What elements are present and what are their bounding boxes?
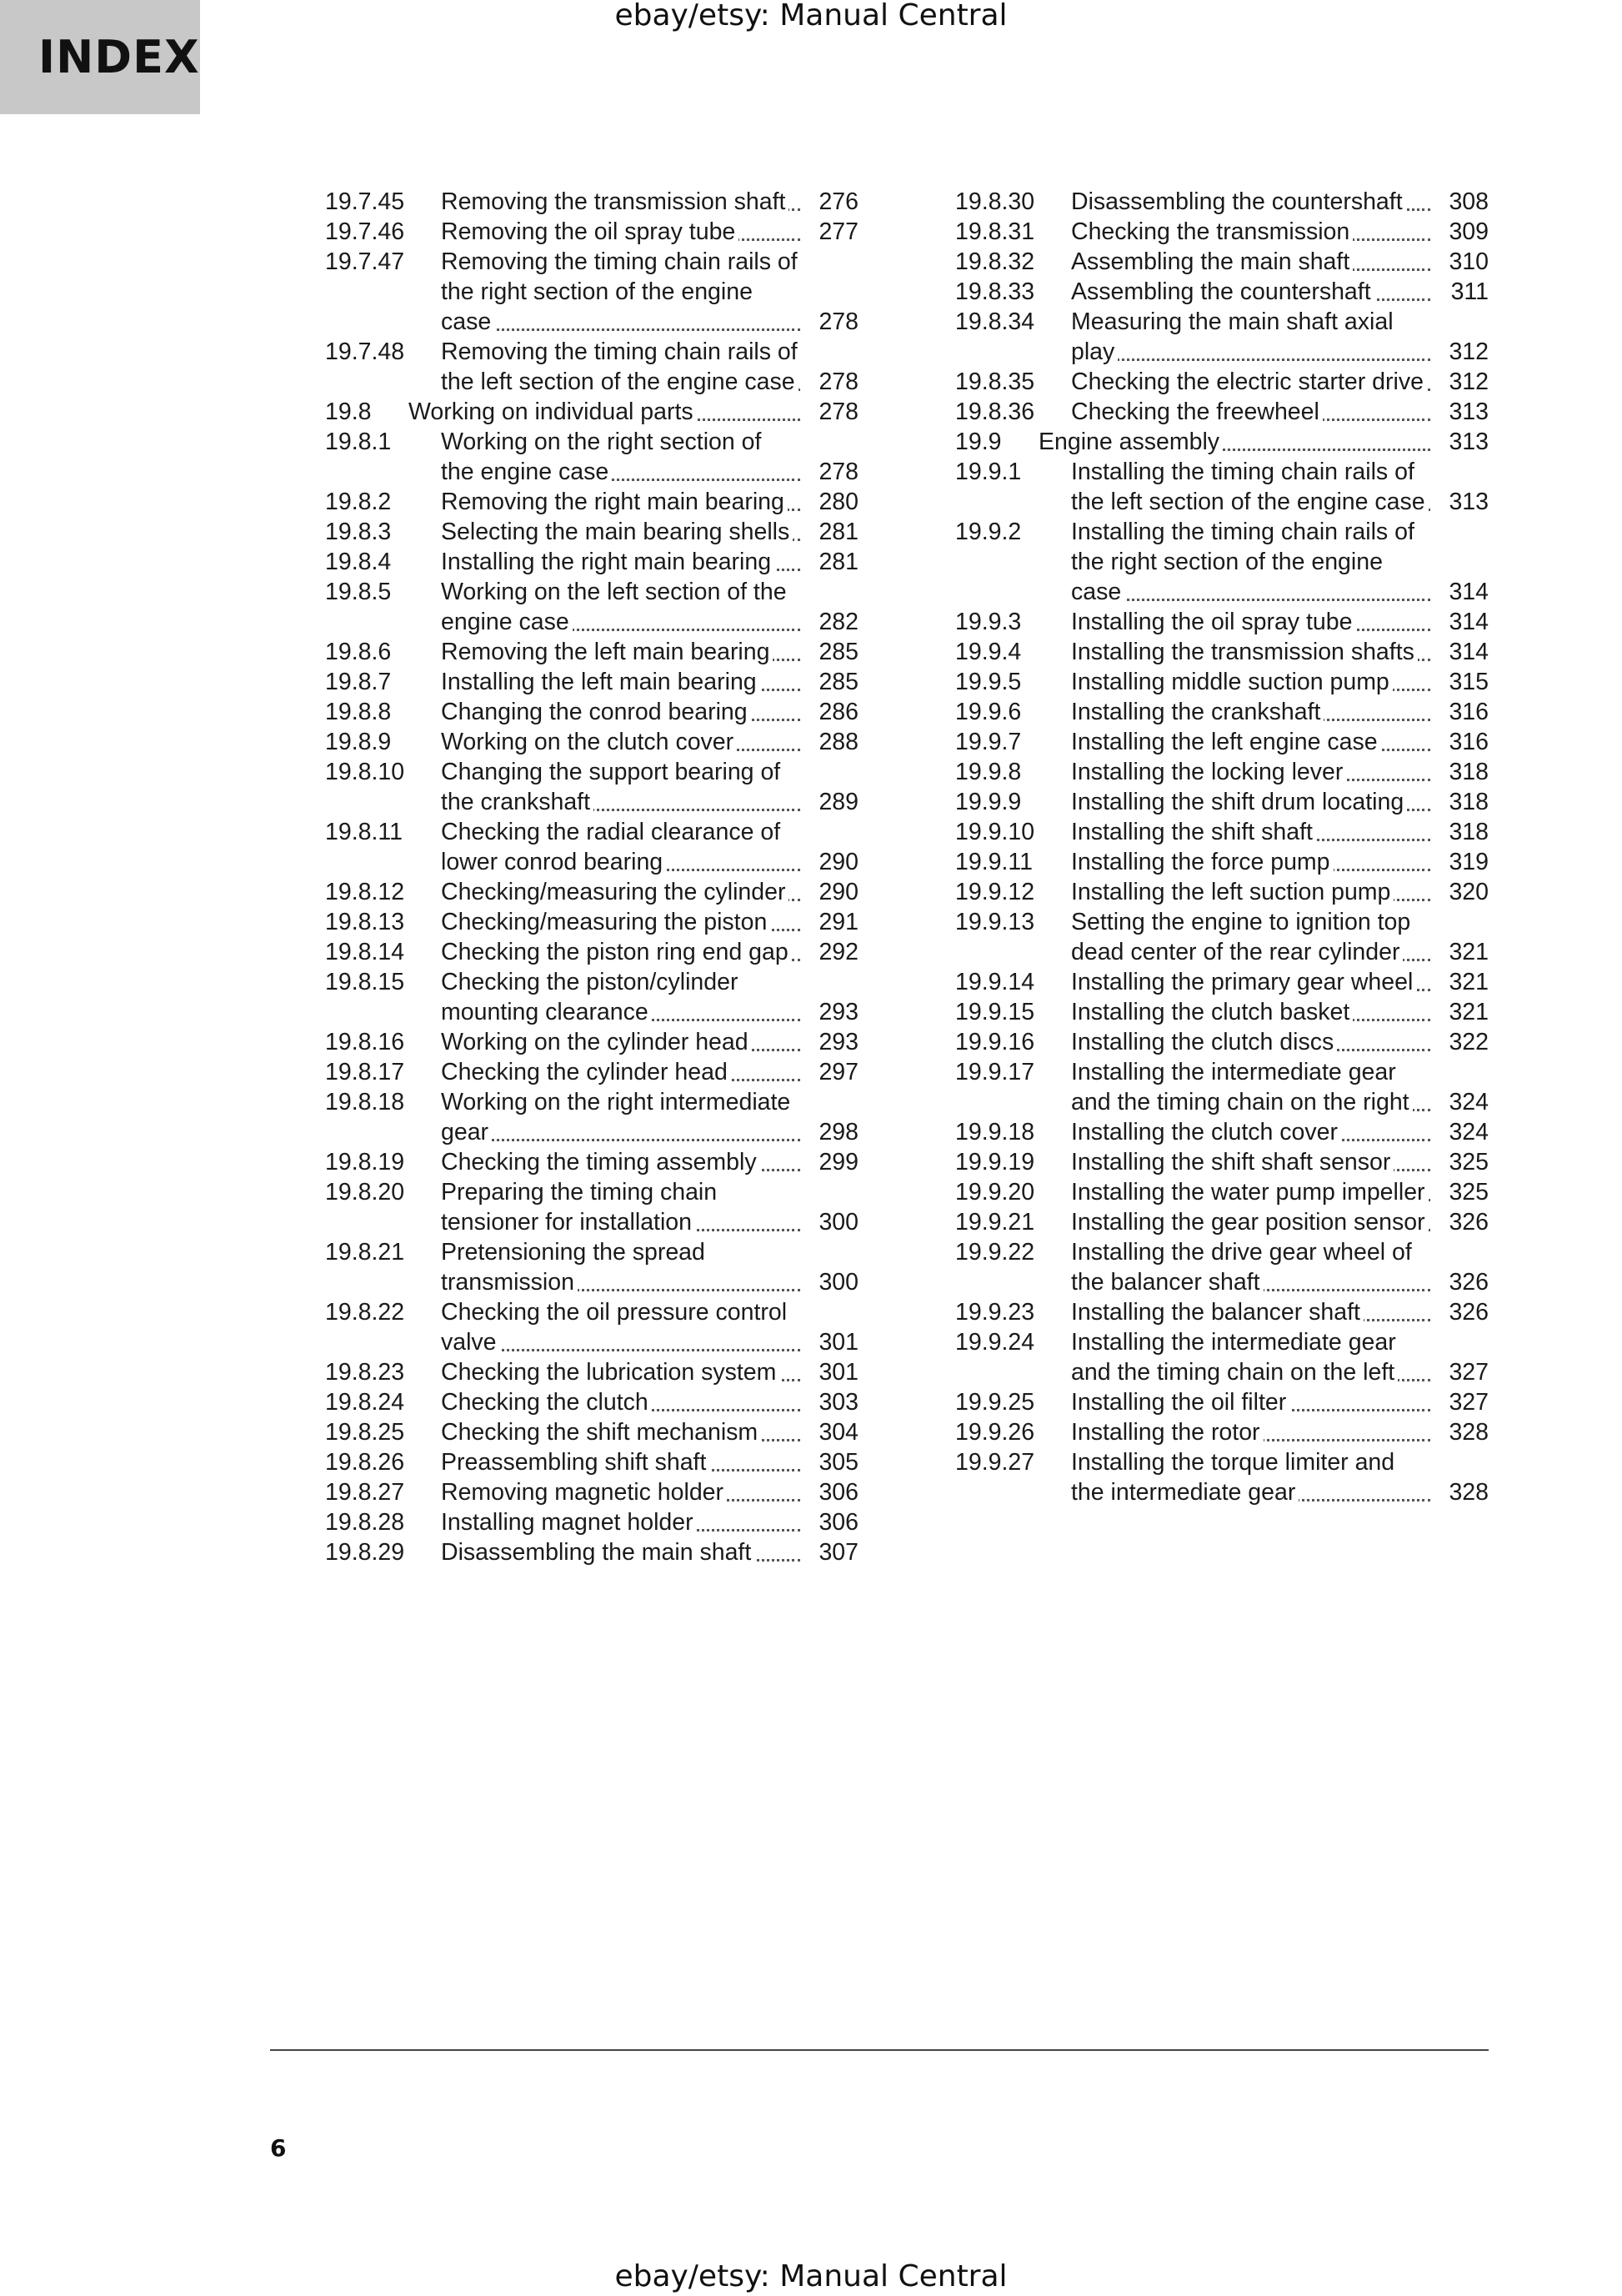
- toc-entry[interactable]: [325, 1447, 859, 1477]
- toc-entry[interactable]: [955, 217, 1489, 247]
- toc-entry-page: 327: [1442, 1357, 1489, 1387]
- toc-entry-page: 306: [812, 1507, 859, 1537]
- toc-entry[interactable]: [325, 217, 859, 247]
- toc-entry[interactable]: [325, 937, 859, 967]
- toc-entry[interactable]: [955, 367, 1489, 397]
- toc-entry-number: 19.8.11: [325, 819, 403, 845]
- toc-entry-number: 19.8.6: [325, 639, 392, 665]
- toc-entry-page: 278: [812, 397, 859, 427]
- toc-entry-page: 326: [1442, 1207, 1489, 1237]
- toc-entry[interactable]: [325, 247, 859, 337]
- toc-entry-number: 19.9.19: [955, 1149, 1035, 1176]
- toc-entry-page: 315: [1442, 667, 1489, 697]
- toc-entry-title: Installing the timing chain rails of the left section of the engine case: [1071, 459, 1429, 515]
- toc-entry-number: 19.8.24: [325, 1389, 405, 1416]
- toc-entry[interactable]: [955, 1147, 1489, 1177]
- toc-entry-title: Working on individual parts: [408, 399, 697, 425]
- toc-entry-page: 303: [812, 1387, 859, 1417]
- toc-entry-title: Checking the piston ring end gap: [441, 939, 792, 965]
- toc-entry-title: Checking the cylinder head: [441, 1059, 731, 1085]
- footer-divider: [270, 2049, 1489, 2051]
- toc-entry-title: Installing the shift shaft: [1071, 819, 1316, 845]
- toc-entry-page: 312: [1442, 367, 1489, 397]
- toc-entry-number: 19.9.13: [955, 909, 1035, 935]
- toc-entry-number: 19.8.18: [325, 1089, 405, 1115]
- toc-entry-title: Checking the freewheel: [1071, 399, 1323, 425]
- toc-entry[interactable]: [325, 757, 859, 817]
- toc-entry-page: 276: [812, 187, 859, 217]
- toc-entry-page: 292: [812, 937, 859, 967]
- toc-entry[interactable]: [955, 307, 1489, 367]
- toc-entry-number: 19.8.16: [325, 1029, 405, 1055]
- toc-entry-page: 298: [812, 1117, 859, 1147]
- toc-entry-number: 19.8.8: [325, 699, 392, 725]
- toc-entry-number: 19.8.15: [325, 969, 405, 995]
- toc-entry[interactable]: [325, 1177, 859, 1237]
- toc-entry-title: Installing the intermediate gear and the timing chain on the right: [1071, 1059, 1413, 1115]
- toc-entry[interactable]: [955, 637, 1489, 667]
- toc-entry[interactable]: [325, 1057, 859, 1087]
- toc-entry[interactable]: [955, 1177, 1489, 1207]
- toc-column-left: [325, 187, 859, 1567]
- footer-watermark: ebay/etsy: Manual Central: [614, 2259, 1008, 2293]
- toc-entry[interactable]: [955, 397, 1489, 427]
- toc-entry[interactable]: [955, 697, 1489, 727]
- toc-entry-title: Removing magnetic holder: [441, 1479, 727, 1506]
- toc-entry-title: Installing the rotor: [1071, 1419, 1264, 1446]
- toc-entry-title: Installing the clutch discs: [1071, 1029, 1337, 1055]
- toc-entry-title: Installing the locking lever: [1071, 759, 1346, 785]
- toc-entry-number: 19.9.17: [955, 1059, 1035, 1085]
- toc-entry-number: 19.9.11: [955, 849, 1033, 875]
- toc-entry[interactable]: [325, 1537, 859, 1567]
- toc-entry-title: Installing the shift drum locating: [1071, 789, 1407, 815]
- toc-entry-page: 297: [812, 1057, 859, 1087]
- toc-entry-title: Checking/measuring the cylinder: [441, 879, 788, 905]
- toc-entry-number: 19.8.22: [325, 1299, 405, 1326]
- toc-entry-number: 19.8.20: [325, 1179, 405, 1206]
- toc-entry[interactable]: [325, 397, 859, 427]
- toc-entry-title: Installing the oil spray tube: [1071, 609, 1355, 635]
- toc-entry-title: Installing the shift shaft sensor: [1071, 1149, 1394, 1176]
- page-number: 6: [270, 2134, 287, 2162]
- toc-entry[interactable]: [325, 427, 859, 487]
- toc-entry-title: Engine assembly: [1039, 429, 1223, 455]
- toc-entry-page: 324: [1442, 1087, 1489, 1117]
- index-section-tab: INDEX: [0, 0, 200, 114]
- toc-entry[interactable]: [955, 727, 1489, 757]
- toc-entry-number: 19.8.3: [325, 519, 392, 545]
- toc-entry-page: 280: [812, 487, 859, 517]
- toc-entry-page: 293: [812, 997, 859, 1027]
- toc-entry-title: Measuring the main shaft axial play: [1071, 308, 1394, 365]
- toc-entry[interactable]: [955, 247, 1489, 277]
- toc-entry-page: 313: [1442, 427, 1489, 457]
- toc-entry-title: Installing the clutch basket: [1071, 999, 1353, 1025]
- toc-entry-page: 278: [812, 367, 859, 397]
- toc-entry-title: Checking the piston/cylinder mounting clearance: [441, 969, 738, 1025]
- toc-entry-page: 318: [1442, 757, 1489, 787]
- toc-entry-title: Selecting the main bearing shells: [441, 519, 793, 545]
- toc-entry[interactable]: [325, 487, 859, 517]
- toc-entry-page: 328: [1442, 1417, 1489, 1447]
- toc-entry-title: Removing the timing chain rails of the right section of the engine case: [441, 248, 798, 335]
- toc-entry-number: 19.9.4: [955, 639, 1022, 665]
- toc-entry-title: Removing the left main bearing: [441, 639, 773, 665]
- toc-entry-title: Removing the timing chain rails of the left section of the engine case: [441, 338, 798, 395]
- toc-entry-page: 282: [812, 607, 859, 637]
- toc-entry-number: 19.7.46: [325, 218, 405, 245]
- toc-entry-page: 290: [812, 877, 859, 907]
- toc-entry-page: 290: [812, 847, 859, 877]
- toc-entry-number: 19.8.2: [325, 489, 392, 515]
- toc-entry[interactable]: [955, 427, 1489, 457]
- toc-entry-title: Checking the oil pressure control valve: [441, 1299, 788, 1356]
- toc-entry-number: 19.8.28: [325, 1509, 405, 1536]
- toc-entry-number: 19.7.47: [325, 248, 405, 275]
- toc-entry-page: 319: [1442, 847, 1489, 877]
- toc-entry-number: 19.8.36: [955, 399, 1035, 425]
- toc-entry[interactable]: [955, 907, 1489, 967]
- toc-entry-page: 306: [812, 1477, 859, 1507]
- toc-entry[interactable]: [955, 877, 1489, 907]
- toc-entry-number: 19.8.13: [325, 909, 405, 935]
- toc-entry-title: Checking the clutch: [441, 1389, 652, 1416]
- toc-entry-number: 19.9.25: [955, 1389, 1035, 1416]
- toc-entry-number: 19.8.34: [955, 308, 1035, 335]
- toc-entry-number: 19.8.29: [325, 1539, 405, 1566]
- toc-entry-title: Installing the clutch cover: [1071, 1119, 1341, 1145]
- toc-entry[interactable]: [325, 817, 859, 877]
- toc-entry[interactable]: [955, 1327, 1489, 1387]
- toc-entry[interactable]: [955, 1447, 1489, 1507]
- toc-entry-title: Removing the oil spray tube: [441, 218, 738, 245]
- toc-entry[interactable]: [325, 697, 859, 727]
- toc-entry[interactable]: [325, 547, 859, 577]
- toc-entry-title: Installing the left engine case: [1071, 729, 1381, 755]
- toc-entry-number: 19.9.24: [955, 1329, 1035, 1356]
- toc-entry[interactable]: [325, 1387, 859, 1417]
- toc-entry-title: Installing the gear position sensor: [1071, 1209, 1429, 1236]
- toc-entry-title: Working on the right intermediate gear: [441, 1089, 791, 1145]
- toc-entry-title: Installing the torque limiter and the intermediate gear: [1071, 1449, 1395, 1506]
- toc-entry-page: 308: [1442, 187, 1489, 217]
- toc-entry[interactable]: [325, 1027, 859, 1057]
- toc-entry-title: Removing the right main bearing: [441, 489, 788, 515]
- toc-entry-page: 277: [812, 217, 859, 247]
- toc-entry-title: Installing the crankshaft: [1071, 699, 1324, 725]
- toc-entry[interactable]: [325, 1357, 859, 1387]
- toc-entry-title: Working on the right section of the engine case: [441, 429, 762, 485]
- toc-entry[interactable]: [955, 1297, 1489, 1327]
- toc-entry-number: 19.8.10: [325, 759, 405, 785]
- toc-entry[interactable]: [325, 187, 859, 217]
- toc-entry-page: 310: [1442, 247, 1489, 277]
- header-watermark: ebay/etsy: Manual Central: [614, 0, 1008, 33]
- toc-entry-page: 321: [1442, 967, 1489, 997]
- toc-entry[interactable]: [325, 1147, 859, 1177]
- toc-entry-title: Installing the intermediate gear and the timing chain on the left: [1071, 1329, 1398, 1386]
- toc-entry-page: 318: [1442, 817, 1489, 847]
- toc-entry-number: 19.8: [325, 399, 372, 425]
- toc-entry-title: Working on the left section of the engine case: [441, 579, 787, 635]
- toc-entry-page: 325: [1442, 1147, 1489, 1177]
- toc-entry[interactable]: [955, 1417, 1489, 1447]
- toc-entry-number: 19.8.9: [325, 729, 392, 755]
- toc-entry-title: Checking the electric starter drive: [1071, 368, 1427, 395]
- toc-entry[interactable]: [325, 1237, 859, 1297]
- toc-column-right: [955, 187, 1489, 1507]
- toc-entry-number: 19.8.33: [955, 278, 1035, 305]
- toc-entry-page: 307: [812, 1537, 859, 1567]
- toc-entry-page: 313: [1442, 487, 1489, 517]
- toc-entry-page: 326: [1442, 1267, 1489, 1297]
- toc-entry-page: 286: [812, 697, 859, 727]
- toc-entry-page: 300: [812, 1267, 859, 1297]
- toc-entry-page: 322: [1442, 1027, 1489, 1057]
- toc-entry-number: 19.9.10: [955, 819, 1035, 845]
- toc-entry-number: 19.9.9: [955, 789, 1022, 815]
- toc-entry[interactable]: [955, 967, 1489, 997]
- toc-entry-page: 301: [812, 1327, 859, 1357]
- toc-entry-page: 285: [812, 667, 859, 697]
- toc-entry-number: 19.9.18: [955, 1119, 1035, 1145]
- toc-entry-page: 305: [812, 1447, 859, 1477]
- toc-entry[interactable]: [325, 577, 859, 637]
- toc-entry-number: 19.8.14: [325, 939, 405, 965]
- toc-entry-number: 19.9.12: [955, 879, 1035, 905]
- toc-entry[interactable]: [325, 1507, 859, 1537]
- toc-entry-page: 289: [812, 787, 859, 817]
- toc-entry[interactable]: [955, 817, 1489, 847]
- toc-entry-number: 19.9.22: [955, 1239, 1035, 1266]
- toc-entry-title: Installing the drive gear wheel of the balancer shaft: [1071, 1239, 1412, 1296]
- toc-entry-page: 299: [812, 1147, 859, 1177]
- toc-entry[interactable]: [325, 1087, 859, 1147]
- toc-entry-number: 19.9.6: [955, 699, 1022, 725]
- toc-entry[interactable]: [955, 517, 1489, 607]
- toc-entry-number: 19.9.26: [955, 1419, 1035, 1446]
- toc-entry-title: Installing the force pump: [1071, 849, 1334, 875]
- toc-entry-page: 316: [1442, 697, 1489, 727]
- toc-entry-title: Preparing the timing chain tensioner for installation: [441, 1179, 718, 1236]
- toc-entry-number: 19.8.5: [325, 579, 392, 605]
- toc-entry[interactable]: [325, 1417, 859, 1447]
- toc-entry-title: Checking the shift mechanism: [441, 1419, 761, 1446]
- toc-entry-title: Installing the balancer shaft: [1071, 1299, 1364, 1326]
- toc-entry-number: 19.9.21: [955, 1209, 1035, 1236]
- toc-entry[interactable]: [955, 997, 1489, 1027]
- toc-entry-number: 19.7.48: [325, 338, 405, 365]
- toc-entry-title: Installing magnet holder: [441, 1509, 697, 1536]
- toc-entry-number: 19.7.45: [325, 188, 405, 215]
- toc-entry[interactable]: [955, 667, 1489, 697]
- toc-entry-title: Installing the right main bearing: [441, 549, 774, 575]
- toc-entry-number: 19.9.23: [955, 1299, 1035, 1326]
- toc-entry-number: 19.9.2: [955, 519, 1022, 545]
- toc-entry-page: 278: [812, 457, 859, 487]
- toc-entry-page: 324: [1442, 1117, 1489, 1147]
- toc-entry[interactable]: [325, 907, 859, 937]
- toc-entry-page: 325: [1442, 1177, 1489, 1207]
- toc-entry-page: 327: [1442, 1387, 1489, 1417]
- toc-entry-number: 19.8.12: [325, 879, 405, 905]
- toc-entry-number: 19.8.7: [325, 669, 392, 695]
- toc-entry[interactable]: [955, 1387, 1489, 1417]
- toc-entry[interactable]: [325, 967, 859, 1027]
- toc-entry-page: 321: [1442, 997, 1489, 1027]
- toc-entry[interactable]: [955, 607, 1489, 637]
- toc-entry-number: 19.8.21: [325, 1239, 405, 1266]
- toc-entry-number: 19.8.4: [325, 549, 392, 575]
- toc-entry-number: 19.9.3: [955, 609, 1022, 635]
- toc-entry[interactable]: [325, 517, 859, 547]
- toc-entry-title: Checking the timing assembly: [441, 1149, 760, 1176]
- toc-entry-page: 314: [1442, 637, 1489, 667]
- toc-entry[interactable]: [955, 1027, 1489, 1057]
- toc-entry-page: 301: [812, 1357, 859, 1387]
- toc-entry-number: 19.9.27: [955, 1449, 1035, 1476]
- toc-entry-page: 288: [812, 727, 859, 757]
- toc-entry-page: 328: [1442, 1477, 1489, 1507]
- toc-entry-page: 285: [812, 637, 859, 667]
- toc-entry-title: Installing the oil filter: [1071, 1389, 1289, 1416]
- toc-entry-page: 326: [1442, 1297, 1489, 1327]
- toc-entry[interactable]: [325, 1477, 859, 1507]
- toc-entry-title: Installing middle suction pump: [1071, 669, 1393, 695]
- toc-entry[interactable]: [955, 187, 1489, 217]
- toc-entry-title: Working on the cylinder head: [441, 1029, 752, 1055]
- toc-entry[interactable]: [955, 277, 1489, 307]
- toc-entry-number: 19.9.7: [955, 729, 1022, 755]
- toc-entry[interactable]: [955, 787, 1489, 817]
- toc-entry[interactable]: [325, 637, 859, 667]
- toc-entry-number: 19.8.25: [325, 1419, 405, 1446]
- toc-entry-title: Checking the radial clearance of lower conrod bearing: [441, 819, 781, 875]
- toc-entry-number: 19.9.1: [955, 459, 1022, 485]
- toc-entry-number: 19.9.20: [955, 1179, 1035, 1206]
- toc-entry-number: 19.8.31: [955, 218, 1035, 245]
- toc-entry[interactable]: [325, 337, 859, 397]
- toc-entry-number: 19.9.15: [955, 999, 1035, 1025]
- toc-entry-number: 19.8.27: [325, 1479, 405, 1506]
- toc-entry[interactable]: [955, 847, 1489, 877]
- toc-entry-title: Pretensioning the spread transmission: [441, 1239, 705, 1296]
- toc-entry-page: 311: [1442, 277, 1489, 307]
- toc-entry[interactable]: [325, 727, 859, 757]
- toc-entry-title: Assembling the countershaft: [1071, 278, 1374, 305]
- toc-entry-title: Changing the conrod bearing: [441, 699, 751, 725]
- toc-entry-title: Checking/measuring the piston: [441, 909, 770, 935]
- toc-entry[interactable]: [955, 457, 1489, 517]
- toc-entry-title: Installing the timing chain rails of the right section of the engine case: [1071, 519, 1414, 605]
- toc-entry-page: 313: [1442, 397, 1489, 427]
- toc-entry-page: 291: [812, 907, 859, 937]
- toc-entry-number: 19.8.32: [955, 248, 1035, 275]
- toc-entry-title: Setting the engine to ignition top dead center of the rear cylinder: [1071, 909, 1411, 965]
- toc-entry-title: Preassembling shift shaft: [441, 1449, 709, 1476]
- toc-entry-page: 320: [1442, 877, 1489, 907]
- toc-entry-title: Checking the lubrication system: [441, 1359, 779, 1386]
- toc-entry[interactable]: [955, 1057, 1489, 1117]
- toc-entry-page: 281: [812, 547, 859, 577]
- toc-entry-title: Working on the clutch cover: [441, 729, 737, 755]
- toc-entry[interactable]: [325, 667, 859, 697]
- toc-entry-number: 19.9.14: [955, 969, 1035, 995]
- toc-entry-page: 309: [1442, 217, 1489, 247]
- toc-entry-title: Installing the transmission shafts: [1071, 639, 1418, 665]
- toc-entry-number: 19.8.23: [325, 1359, 405, 1386]
- toc-entry[interactable]: [325, 1297, 859, 1357]
- toc-entry-title: Disassembling the countershaft: [1071, 188, 1406, 215]
- toc-entry[interactable]: [325, 877, 859, 907]
- toc-entry-page: 278: [812, 307, 859, 337]
- toc-entry-page: 314: [1442, 577, 1489, 607]
- toc-entry-title: Installing the left suction pump: [1071, 879, 1394, 905]
- toc-entry-title: Removing the transmission shaft: [441, 188, 788, 215]
- toc-entry-page: 321: [1442, 937, 1489, 967]
- toc-entry-page: 312: [1442, 337, 1489, 367]
- toc-entry-title: Assembling the main shaft: [1071, 248, 1353, 275]
- toc-entry-title: Disassembling the main shaft: [441, 1539, 754, 1566]
- toc-entry-title: Installing the left main bearing: [441, 669, 760, 695]
- toc-entry-title: Installing the water pump impeller: [1071, 1179, 1429, 1206]
- toc-entry-page: 300: [812, 1207, 859, 1237]
- toc-entry-page: 293: [812, 1027, 859, 1057]
- toc-entry-number: 19.8.19: [325, 1149, 405, 1176]
- toc-entry-title: Installing the primary gear wheel: [1071, 969, 1416, 995]
- toc-entry-page: 281: [812, 517, 859, 547]
- toc-entry[interactable]: [955, 1237, 1489, 1297]
- toc-entry-number: 19.8.30: [955, 188, 1035, 215]
- toc-entry-title: Checking the transmission: [1071, 218, 1353, 245]
- toc-entry-number: 19.9: [955, 429, 1002, 455]
- toc-entry-title: Changing the support bearing of the crankshaft: [441, 759, 781, 815]
- toc-entry-number: 19.8.1: [325, 429, 392, 455]
- toc-entry-number: 19.8.35: [955, 368, 1035, 395]
- toc-entry-page: 304: [812, 1417, 859, 1447]
- toc-entry-number: 19.8.17: [325, 1059, 405, 1085]
- toc-entry-number: 19.9.5: [955, 669, 1022, 695]
- toc-entry[interactable]: [955, 1117, 1489, 1147]
- toc-entry[interactable]: [955, 1207, 1489, 1237]
- toc-entry-page: 318: [1442, 787, 1489, 817]
- toc-entry-number: 19.8.26: [325, 1449, 405, 1476]
- toc-entry-page: 316: [1442, 727, 1489, 757]
- toc-entry-page: 314: [1442, 607, 1489, 637]
- toc-entry[interactable]: [955, 757, 1489, 787]
- toc-entry-number: 19.9.16: [955, 1029, 1035, 1055]
- toc-entry-number: 19.9.8: [955, 759, 1022, 785]
